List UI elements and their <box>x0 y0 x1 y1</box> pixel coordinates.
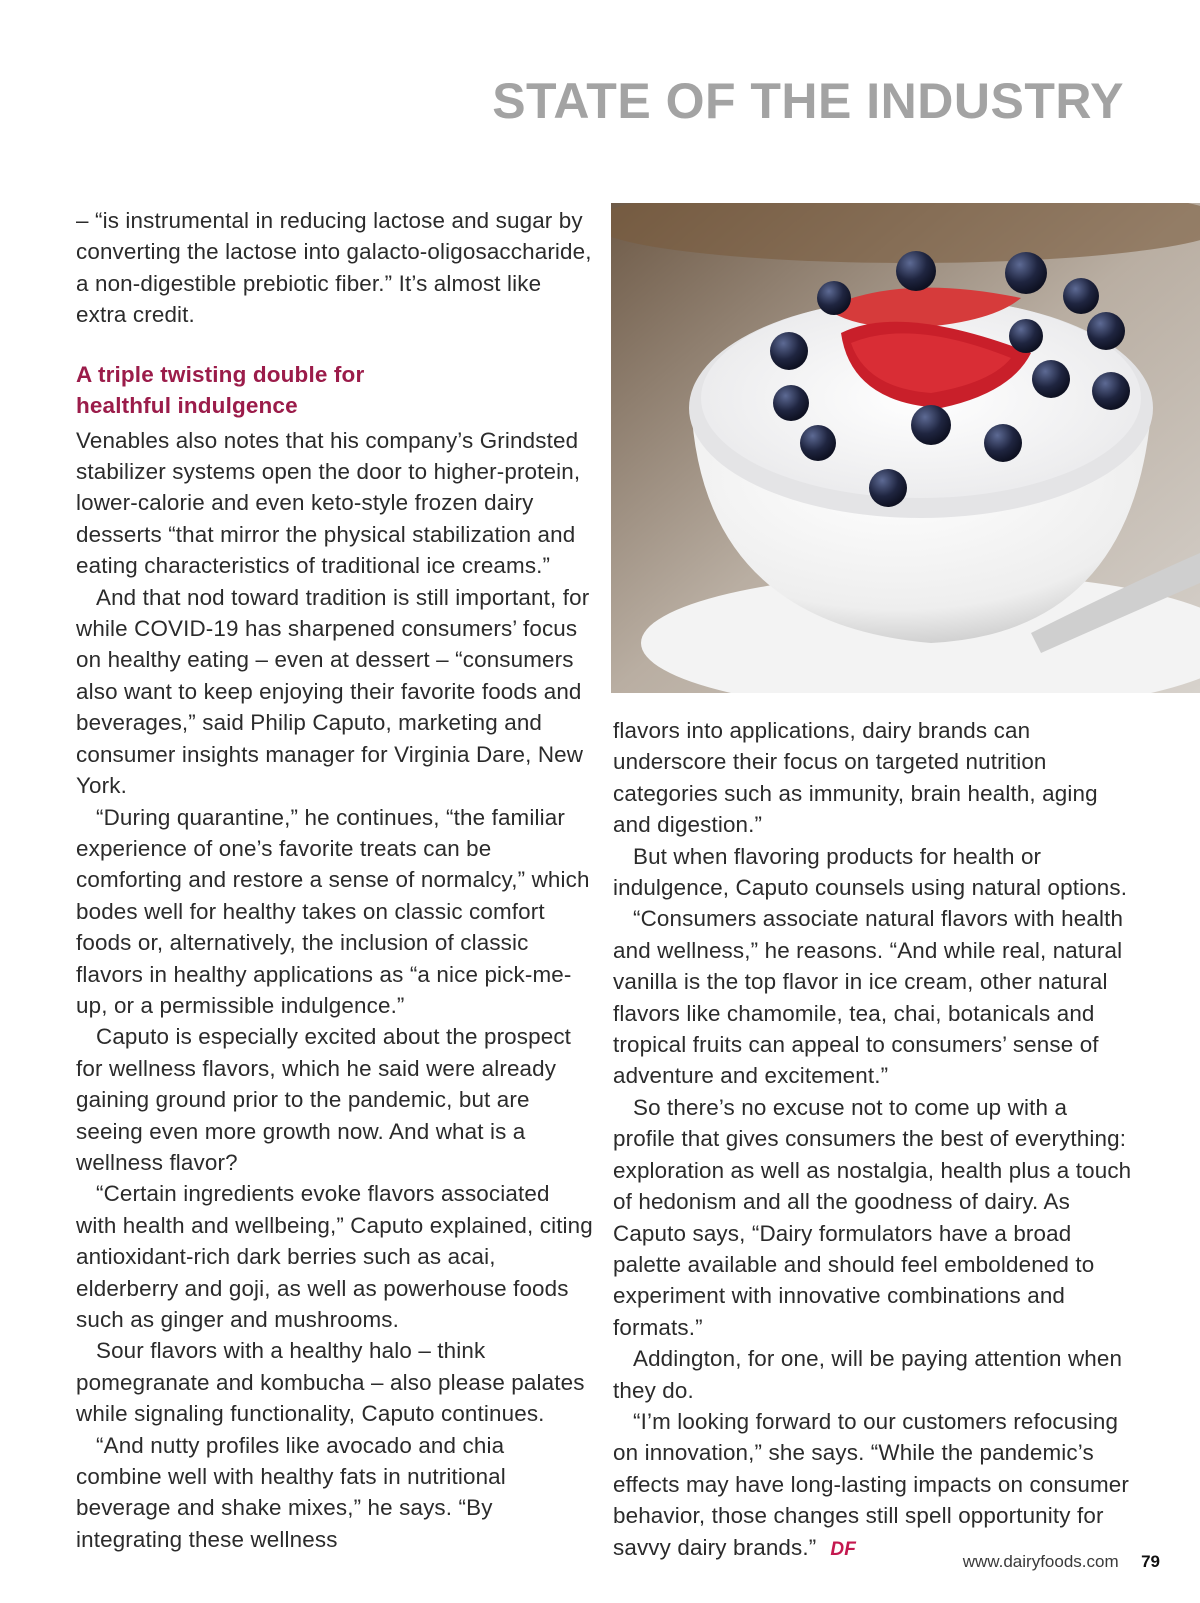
page-footer <box>963 1552 1160 1572</box>
body-paragraph <box>613 1406 1133 1565</box>
intro-paragraph: – “is instrumental in reducing lactose and sugar by converting the lactose into galacto-oligosaccharide, a non-digestible prebiotic fiber.” It’s almost like extra credit. <box>76 208 592 328</box>
body-paragraph: “Consumers associate natural flavors with health and wellness,” he reasons. “And while real, natural vanilla is the top flavor in ice cream, other natural flavors like chamomile, tea, chai, botanicals and tropical fruits can appeal to consumers’ sense of adventure and excitement.” <box>613 906 1124 1089</box>
body-paragraph: “During quarantine,” he continues, “the familiar experience of one’s favorite treats can be comforting and restore a sense of normalcy,” which bodes well for healthy takes on classic comfort foods or, alternatively, the inclusion of classic flavors in healthy applications as “a nice pick-me-up, or a permissible indulgence.” <box>76 804 590 1018</box>
subheading-line-1: A triple twisting double for <box>76 361 365 387</box>
section-title: STATE OF THE INDUSTRY <box>492 73 1124 129</box>
end-mark: DF <box>830 1538 856 1560</box>
body-paragraph: Sour flavors with a healthy halo – think pomegranate and kombucha – also please palates while signaling functionality, Caputo continues. <box>76 1338 585 1427</box>
body-paragraph: So there’s no excuse not to come up with a profile that gives consumers the best of everything: exploration as well as nostalgia, health plus a touch of hedonism and all the goodness of dairy. As Caputo says, “Dairy formulators have a broad palette available and should feel emboldened to experiment with innovative combinations and formats.” <box>613 1094 1132 1340</box>
body-paragraph: flavors into applications, dairy brands can underscore their focus on targeted nutrition categories such as immunity, brain health, aging and digestion.” <box>613 718 1098 838</box>
body-paragraph: Addington, for one, will be paying attention when they do. <box>613 1346 1123 1403</box>
subheading-line-2: healthful indulgence <box>76 392 298 418</box>
cottage-cheese-bowl-photo <box>611 203 1200 693</box>
article-right-column <box>613 715 1133 1565</box>
body-paragraph: Venables also notes that his company’s Grindsted stabilizer systems open the door to higher-protein, lower-calorie and even keto-style frozen dairy desserts “that mirror the physical stabilization and eating characteristics of traditional ice creams.” <box>76 427 581 579</box>
body-paragraph: And that nod toward tradition is still important, for while COVID-19 has sharpened consumers’ focus on healthy eating – even at dessert – “consumers also want to keep enjoying their favorite foods and beverages,” said Philip Caputo, marketing and consumer insights manager for Virginia Dare, New York. <box>76 584 590 799</box>
footer-url: www.dairyfoods.com <box>962 1552 1119 1571</box>
body-paragraph: “And nutty profiles like avocado and chia combine well with healthy fats in nutritional beverage and shake mixes,” he says. “By integrating these wellness <box>76 1432 506 1552</box>
body-paragraph: “Certain ingredients evoke flavors associated with health and wellbeing,” Caputo explained, citing antioxidant-rich dark berries such as acai, elderberry and goji, as well as powerhouse foods such as ginger and mushrooms. <box>76 1181 593 1332</box>
closing-paragraph-text: “I’m looking forward to our customers refocusing on innovation,” she says. “While the pandemic’s effects may have long-lasting impacts on consumer behavior, those changes still spell opportunity for savvy dairy brands.” <box>613 1408 1129 1560</box>
body-paragraph: But when flavoring products for health or indulgence, Caputo counsels using natural options. <box>613 843 1128 901</box>
body-paragraph: Caputo is especially excited about the prospect for wellness flavors, which he said were already gaining ground prior to the pandemic, but are seeing even more growth now. And what is a wellness flavor? <box>76 1024 572 1175</box>
page-number: 79 <box>1141 1552 1160 1571</box>
subheading <box>76 359 596 421</box>
article-left-column <box>76 205 596 1555</box>
